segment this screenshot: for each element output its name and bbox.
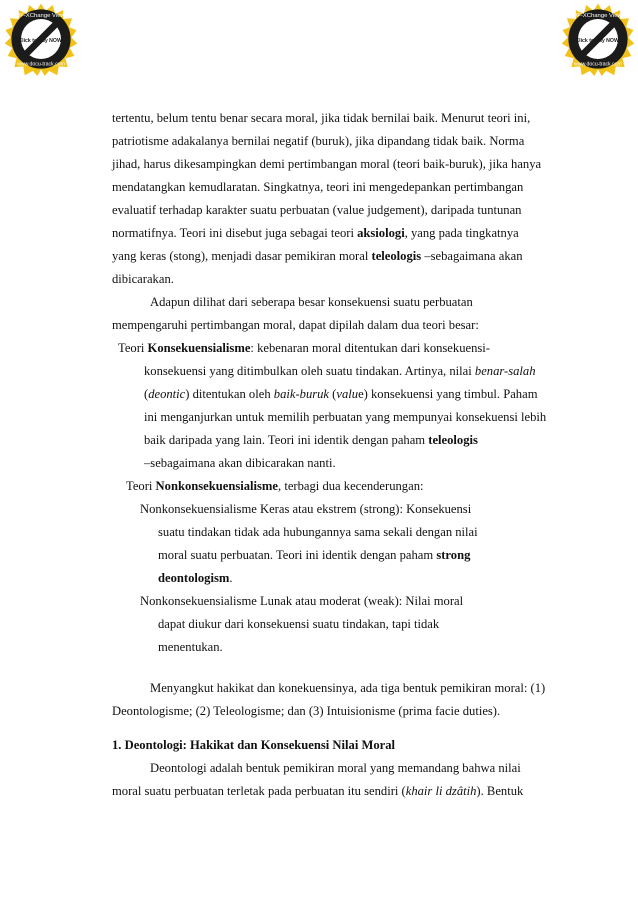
bold-term: Nonkonsekuensialisme	[155, 479, 279, 493]
paragraph-line	[158, 567, 233, 589]
list-item-konsekuensialisme	[118, 337, 490, 359]
bold-term: strong	[436, 548, 471, 562]
text-run: , yang pada tingkatnya	[404, 226, 519, 240]
svg-text:www.docu-track.com: www.docu-track.com	[574, 61, 622, 68]
paragraph-line: Deontologisme; (2) Teleologisme; dan (3) Intuisionisme (prima facie duties).	[112, 704, 501, 718]
paragraph-line	[144, 360, 536, 382]
bold-term: Konsekuensialisme	[147, 341, 251, 355]
italic-term: khair li dzâtih	[405, 784, 477, 798]
paragraph-line: jihad, harus dikesampingkan demi pertimbangan moral (teori baik-buruk), jika hanya	[112, 157, 542, 171]
text-run: Teori	[126, 479, 156, 493]
paragraph-line	[144, 429, 478, 451]
section-heading: 1. Deontologi: Hakikat dan Konsekuensi Nilai Moral	[112, 738, 396, 752]
text-run: e) konsekuensi yang timbul. Paham	[358, 387, 538, 401]
paragraph-line	[112, 245, 523, 267]
paragraph-line: mempengaruhi pertimbangan moral, dapat dipilah dalam dua teori besar:	[112, 318, 479, 332]
text-run: normatifnya. Teori ini disebut juga sebagai teori	[112, 226, 358, 240]
text-run: : kebenaran moral ditentukan dari konsekuensi-	[250, 341, 490, 355]
svg-text:PDF-XChange Viewer: PDF-XChange Viewer	[569, 12, 627, 19]
text-run: (	[329, 387, 337, 401]
sub-item-lunak: Nonkonsekuensialisme Lunak atau moderat (weak): Nilai moral	[140, 594, 464, 608]
paragraph-line: evaluatif terhadap karakter suatu perbuatan (value judgement), daripada tuntunan	[112, 203, 522, 217]
text-run: –sebagaimana akan	[421, 249, 523, 263]
svg-text:www.docu-track.com: www.docu-track.com	[17, 61, 65, 68]
paragraph-line: patriotisme adakalanya bernilai negatif (buruk), jika dipandang tidak baik. Norma	[112, 134, 525, 148]
text-run: moral suatu perbuatan. Teori ini identik dengan paham	[158, 548, 437, 562]
paragraph-line: dibicarakan.	[112, 272, 174, 286]
svg-text:Click to buy NOW!: Click to buy NOW!	[18, 37, 64, 44]
text-run: (	[144, 387, 149, 401]
paragraph-line	[112, 222, 519, 244]
bold-term: teleologis	[371, 249, 422, 263]
bold-term: aksiologi	[357, 226, 405, 240]
paragraph-line: Adapun dilihat dari seberapa besar konsekuensi suatu perbuatan	[150, 295, 473, 309]
italic-term: deontic	[148, 387, 186, 401]
text-run: moral suatu perbuatan terletak pada perbuatan itu sendiri (	[112, 784, 406, 798]
paragraph-line: ini menganjurkan untuk memilih perbuatan yang mempunyai konsekuensi lebih	[144, 410, 547, 424]
text-run: yang keras (stong), menjadi dasar pemikiran moral	[112, 249, 372, 263]
text-run: Teori	[118, 341, 148, 355]
text-run: konsekuensi yang ditimbulkan oleh suatu tindakan. Artinya, nilai	[144, 364, 475, 378]
italic-term: valu	[336, 387, 359, 401]
list-item-nonkonsekuensialisme	[126, 475, 424, 497]
italic-term: benar-salah	[474, 364, 536, 378]
text-run: .	[229, 571, 233, 585]
text-run: ) ditentukan oleh	[185, 387, 274, 401]
paragraph-line: Deontologi adalah bentuk pemikiran moral yang memandang bahwa nilai	[150, 761, 521, 775]
paragraph-line: suatu tindakan tidak ada hubungannya sama sekali dengan nilai	[158, 525, 478, 539]
italic-term: baik-buruk	[273, 387, 330, 401]
sub-item-keras: Nonkonsekuensialisme Keras atau ekstrem (strong): Konsekuensi	[140, 502, 472, 516]
paragraph-line: –sebagaimana akan dibicarakan nanti.	[144, 456, 336, 470]
paragraph-line: dapat diukur dari konsekuensi suatu tindakan, tapi tidak	[158, 617, 440, 631]
bold-term: teleologis	[428, 433, 478, 447]
paragraph-line: Menyangkut hakikat dan konekuensinya, ada tiga bentuk pemikiran moral: (1)	[150, 681, 546, 695]
svg-text:Click to buy NOW!: Click to buy NOW!	[575, 37, 621, 44]
text-run: , terbagi dua kecenderungan:	[278, 479, 424, 493]
text-run: baik daripada yang lain. Teori ini identik dengan paham	[144, 433, 429, 447]
paragraph-line: tertentu, belum tentu benar secara moral, jika tidak bernilai baik. Menurut teori ini,	[112, 111, 531, 125]
bold-term: deontologism	[158, 571, 230, 585]
paragraph-line: menentukan.	[158, 640, 223, 654]
paragraph-line	[112, 780, 523, 802]
paragraph-line: mendatangkan kemudlaratan. Singkatnya, teori ini mengedepankan pertimbangan	[112, 180, 524, 194]
paragraph-line	[158, 544, 470, 566]
paragraph-line	[144, 383, 538, 405]
svg-text:PDF-XChange Viewer: PDF-XChange Viewer	[12, 12, 70, 19]
text-run: ). Bentuk	[476, 784, 524, 798]
